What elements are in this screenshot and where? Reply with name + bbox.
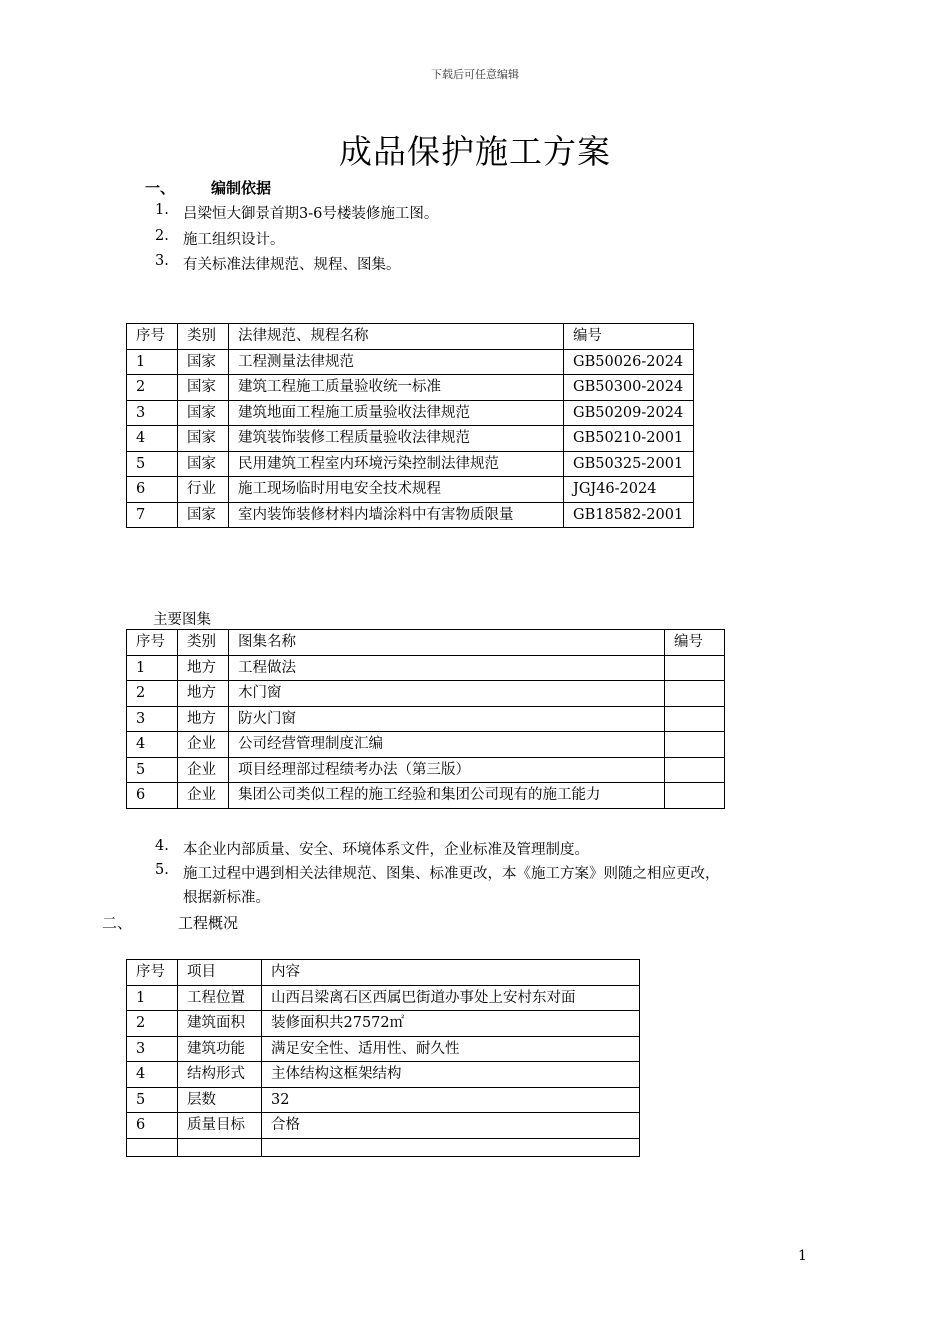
document-title: 成品保护施工方案: [339, 132, 611, 171]
table-cell: 企业: [178, 783, 229, 809]
table-cell: [178, 1138, 262, 1156]
section-1-title: 编制依据: [211, 179, 272, 197]
table-row: [127, 681, 725, 707]
table-cell: 满足安全性、适用性、耐久性: [262, 1036, 640, 1062]
table-cell: 4: [127, 732, 178, 758]
atlas-table: [126, 629, 725, 809]
table-cell: 2: [127, 1011, 178, 1037]
table-cell: 4: [127, 1062, 178, 1088]
table-row: [127, 985, 640, 1011]
table-header-cell: 法律规范、规程名称: [229, 324, 564, 350]
table-cell: [665, 783, 725, 809]
table-cell: 32: [262, 1087, 640, 1113]
table-cell: GB50300-2024: [564, 375, 694, 401]
table-row: [127, 1062, 640, 1088]
table-row: [127, 1036, 640, 1062]
table-header-cell: 编号: [665, 630, 725, 656]
table-row: [127, 502, 694, 528]
table-cell: 国家: [178, 375, 229, 401]
table-cell: 室内装饰装修材料内墙涂料中有害物质限量: [229, 502, 564, 528]
table-cell: 2: [127, 375, 178, 401]
overview-table: [126, 959, 640, 1157]
table-cell: 国家: [178, 426, 229, 452]
table-cell: 3: [127, 706, 178, 732]
section-2-number: 二、: [102, 914, 133, 932]
table-cell: 国家: [178, 400, 229, 426]
table-cell: 7: [127, 502, 178, 528]
table-cell: 工程做法: [229, 655, 665, 681]
table-row: [127, 451, 694, 477]
table-cell: 建筑地面工程施工质量验收法律规范: [229, 400, 564, 426]
table-cell: 工程位置: [178, 985, 262, 1011]
table-row: [127, 477, 694, 503]
table-cell: 项目经理部过程绩考办法（第三版）: [229, 757, 665, 783]
table-row: [127, 375, 694, 401]
table-cell: 1: [127, 985, 178, 1011]
table-header-cell: 图集名称: [229, 630, 665, 656]
table-row: [127, 783, 725, 809]
table-header-cell: 序号: [127, 630, 178, 656]
table-cell: 3: [127, 1036, 178, 1062]
table-row: [127, 732, 725, 758]
table-row: [127, 1011, 640, 1037]
table-cell: 结构形式: [178, 1062, 262, 1088]
table-row: [127, 1113, 640, 1139]
table-row: [127, 1138, 640, 1156]
page-number: 1: [798, 1248, 807, 1264]
table-cell: 质量目标: [178, 1113, 262, 1139]
table-cell: 6: [127, 1113, 178, 1139]
table-header-cell: 项目: [178, 960, 262, 986]
table-cell: 地方: [178, 681, 229, 707]
table-cell: [127, 1138, 178, 1156]
table-row: [127, 1087, 640, 1113]
table-cell: [262, 1138, 640, 1156]
table-cell: 民用建筑工程室内环境污染控制法律规范: [229, 451, 564, 477]
table-cell: 建筑装饰装修工程质量验收法律规范: [229, 426, 564, 452]
table-row: [127, 706, 725, 732]
table-header-row: [127, 960, 640, 986]
table-cell: 5: [127, 757, 178, 783]
table-header-row: [127, 630, 725, 656]
table-cell: GB50026-2024: [564, 349, 694, 375]
table-cell: 公司经营管理制度汇编: [229, 732, 665, 758]
table-cell: 主体结构这框架结构: [262, 1062, 640, 1088]
table-cell: 建筑功能: [178, 1036, 262, 1062]
table-header-cell: 序号: [127, 324, 178, 350]
table-header-cell: 类别: [178, 324, 229, 350]
table-cell: GB50325-2001: [564, 451, 694, 477]
table-cell: 地方: [178, 655, 229, 681]
table-cell: 工程测量法律规范: [229, 349, 564, 375]
table-row: [127, 426, 694, 452]
table-cell: 6: [127, 783, 178, 809]
table-cell: GB18582-2001: [564, 502, 694, 528]
table-cell: 集团公司类似工程的施工经验和集团公司现有的施工能力: [229, 783, 665, 809]
table-cell: [665, 655, 725, 681]
table-cell: [665, 681, 725, 707]
table-row: [127, 400, 694, 426]
atlas-caption: 主要图集: [153, 612, 211, 628]
section-2-title: 工程概况: [178, 914, 239, 932]
table-cell: 建筑面积: [178, 1011, 262, 1037]
table-header-row: [127, 324, 694, 350]
table-cell: 国家: [178, 451, 229, 477]
table-cell: 国家: [178, 502, 229, 528]
table-cell: 山西吕梁离石区西属巴街道办事处上安村东对面: [262, 985, 640, 1011]
table-cell: [665, 757, 725, 783]
table-cell: 建筑工程施工质量验收统一标准: [229, 375, 564, 401]
table-cell: 企业: [178, 732, 229, 758]
table-cell: 装修面积共27572㎡: [262, 1011, 640, 1037]
section-1-heading: [145, 177, 271, 198]
table-cell: 施工现场临时用电安全技术规程: [229, 477, 564, 503]
table-cell: 木门窗: [229, 681, 665, 707]
table-cell: 5: [127, 451, 178, 477]
table-cell: 3: [127, 400, 178, 426]
table-row: [127, 349, 694, 375]
table-cell: 1: [127, 655, 178, 681]
table-header-cell: 类别: [178, 630, 229, 656]
table-cell: [665, 732, 725, 758]
table-cell: [665, 706, 725, 732]
table-cell: 行业: [178, 477, 229, 503]
table-row: [127, 757, 725, 783]
table-header-cell: 编号: [564, 324, 694, 350]
list-item-continuation: 根据新标准。: [183, 890, 270, 906]
table-cell: 1: [127, 349, 178, 375]
table-cell: 4: [127, 426, 178, 452]
table-cell: GB50209-2024: [564, 400, 694, 426]
standards-table: [126, 323, 694, 528]
table-cell: GB50210-2001: [564, 426, 694, 452]
table-cell: 5: [127, 1087, 178, 1113]
table-cell: 2: [127, 681, 178, 707]
table-cell: 企业: [178, 757, 229, 783]
table-cell: 防火门窗: [229, 706, 665, 732]
table-cell: 6: [127, 477, 178, 503]
table-cell: 合格: [262, 1113, 640, 1139]
table-cell: 地方: [178, 706, 229, 732]
table-cell: JGJ46-2024: [564, 477, 694, 503]
table-row: [127, 655, 725, 681]
table-cell: 国家: [178, 349, 229, 375]
table-header-cell: 序号: [127, 960, 178, 986]
header-note: 下载后可任意编辑: [431, 68, 519, 81]
section-1-number: 一、: [145, 179, 176, 197]
table-header-cell: 内容: [262, 960, 640, 986]
document-page: 下载后可任意编辑 成品保护施工方案 一、 编制依据 1. 吕梁恒大御景首期3-6号楼装修施工图。 2. 施工组织设计。 3. 有关标准法律规范、规程、图集。 序号 类别 法律规范、规程名称 编号 1 国家 工程测量法律规范 GB50026-2024 2 国家 建筑工程施工质量验收统一标准 GB50300-2024 3 国家 建筑地面工程施工质量验收法律规范 GB50209-2024 4 国家 建筑装饰装修工程质量验收法律规范 GB50210-2001 5 国家 民用建筑工程室内环境污染控制法律规范 GB50325-2001 6 行业 施工现场临时用电安全技术规程 JGJ46-2024 7 国家 室内装饰装修材料内墙涂料中有害物质限量 GB18582-2001 主要图集 序号 类别 图集名称 编号 1 地方 工程做法 2 地方 木门窗 3 地方 防火门窗 4 企业 公司经营管理制度汇编 5 企业 项目经理部过程绩考办法（第三版） 6 企业 集团公司类似工程的施工经验和集团公司现有的施工能力 4. 本企业内部质量、安全、环境体系文件，企业标准及管理制度。 5. 施工过程中遇到相关法律规范、图集、标准更改，本《施工方案》则随之相应更改， 根据新标准。 二、 工程概况 序号 项目 内容 1 工程位置 山西吕梁离石区西属巴街道办事处上安村东对面 2 建筑面积 装修面积共27572㎡ 3 建筑功能 满足安全性、适用性、耐久性 4 结构形式 主体结构这框架结构 5 层数 32 6 质量目标 合格 1: [0, 0, 950, 1344]
section-2-heading: [102, 912, 238, 933]
table-cell: 层数: [178, 1087, 262, 1113]
